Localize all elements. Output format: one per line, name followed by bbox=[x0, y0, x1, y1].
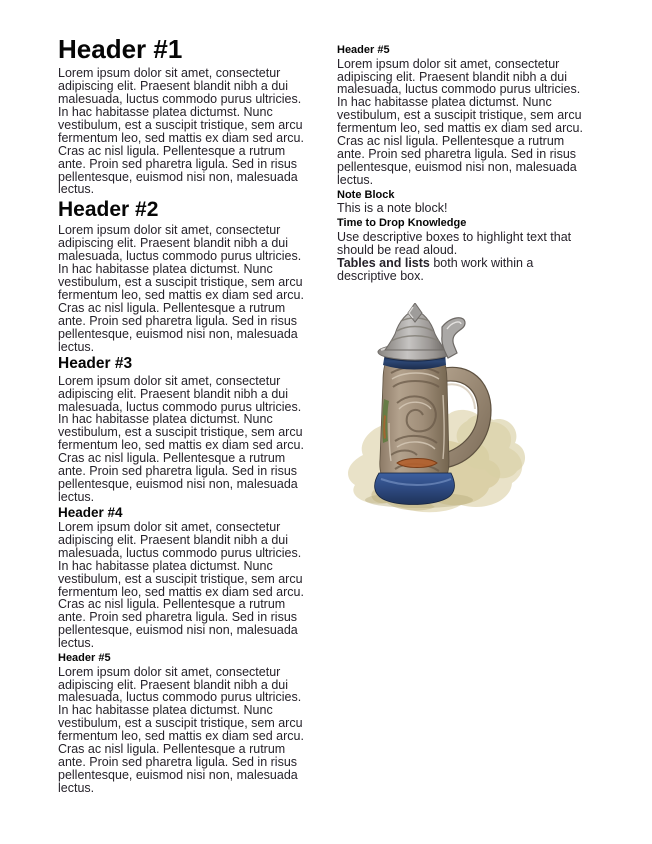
section-heading-h4: Header #4 bbox=[58, 504, 123, 520]
left-column bbox=[58, 36, 310, 795]
accent-orange-bottom bbox=[397, 458, 437, 467]
section-header-5-right bbox=[337, 44, 593, 187]
section-heading-h1: Header #1 bbox=[58, 34, 183, 64]
section-heading-h2: Header #2 bbox=[58, 198, 159, 222]
section-paragraph: Lorem ipsum dolor sit amet, consectetur adipiscing elit. Praesent blandit nibh a dui malesuada, luctus commodo purus ultricies. In hac habitasse platea dictumst. Nunc vestibulum, est a suscipit tristique, sem arcu fermentum leo, sed mattis ex diam sed arcu. Cras ac nisl ligula. Pellentesque a rutrum ante. Proin sed pharetra ligula. Sed in risus pellentesque, euismod nisi non, malesuada lectus. bbox=[58, 664, 304, 795]
tables-and-lists-rest: both work within a descriptive box. bbox=[337, 255, 534, 283]
section-header-5-left bbox=[58, 652, 310, 795]
section-paragraph: Lorem ipsum dolor sit amet, consectetur adipiscing elit. Praesent blandit nibh a dui malesuada, luctus commodo purus ultricies. In hac habitasse platea dictumst. Nunc vestibulum, est a suscipit tristique, sem arcu fermentum leo, sed mattis ex diam sed arcu. Cras ac nisl ligula. Pellentesque a rutrum ante. Proin sed pharetra ligula. Sed in risus pellentesque, euismod nisi non, malesuada lectus. bbox=[58, 519, 304, 651]
stein-base bbox=[375, 473, 455, 505]
right-column bbox=[337, 42, 593, 515]
section-heading-h5: Header #5 bbox=[337, 44, 390, 56]
knowledge-block-text: Use descriptive boxes to highlight text that should be read aloud. bbox=[337, 229, 572, 257]
knowledge-block bbox=[337, 217, 593, 256]
note-block bbox=[337, 189, 593, 216]
knowledge-block-title: Time to Drop Knowledge bbox=[337, 217, 467, 230]
section-paragraph: Lorem ipsum dolor sit amet, consectetur adipiscing elit. Praesent blandit nibh a dui malesuada, luctus commodo purus ultricies. In hac habitasse platea dictumst. Nunc vestibulum, est a suscipit tristique, sem arcu fermentum leo, sed mattis ex diam sed arcu. Cras ac nisl ligula. Pellentesque a rutrum ante. Proin sed pharetra ligula. Sed in risus pellentesque, euismod nisi non, malesuada lectus. bbox=[337, 56, 583, 187]
section-header-3 bbox=[58, 356, 310, 503]
section-heading-h5: Header #5 bbox=[58, 652, 111, 665]
beer-stein-svg bbox=[339, 303, 531, 515]
section-header-1 bbox=[58, 36, 310, 196]
tables-and-lists-bold: Tables and lists bbox=[337, 255, 430, 270]
beer-stein-illustration bbox=[339, 303, 531, 515]
tables-and-lists-line bbox=[337, 257, 593, 283]
section-paragraph: Lorem ipsum dolor sit amet, consectetur adipiscing elit. Praesent blandit nibh a dui malesuada, luctus commodo purus ultricies. In hac habitasse platea dictumst. Nunc vestibulum, est a suscipit tristique, sem arcu fermentum leo, sed mattis ex diam sed arcu. Cras ac nisl ligula. Pellentesque a rutrum ante. Proin sed pharetra ligula. Sed in risus pellentesque, euismod nisi non, malesuada lectus. bbox=[58, 223, 304, 354]
section-paragraph: Lorem ipsum dolor sit amet, consectetur adipiscing elit. Praesent blandit nibh a dui malesuada, luctus commodo purus ultricies. In hac habitasse platea dictumst. Nunc vestibulum, est a suscipit tristique, sem arcu fermentum leo, sed mattis ex diam sed arcu. Cras ac nisl ligula. Pellentesque a rutrum ante. Proin sed pharetra ligula. Sed in risus pellentesque, euismod nisi non, malesuada lectus. bbox=[58, 66, 304, 197]
note-block-text: This is a note block! bbox=[337, 201, 448, 216]
section-header-4 bbox=[58, 506, 310, 650]
section-paragraph: Lorem ipsum dolor sit amet, consectetur adipiscing elit. Praesent blandit nibh a dui malesuada, luctus commodo purus ultricies. In hac habitasse platea dictumst. Nunc vestibulum, est a suscipit tristique, sem arcu fermentum leo, sed mattis ex diam sed arcu. Cras ac nisl ligula. Pellentesque a rutrum ante. Proin sed pharetra ligula. Sed in risus pellentesque, euismod nisi non, malesuada lectus. bbox=[58, 373, 304, 504]
note-block-title: Note Block bbox=[337, 188, 395, 201]
section-header-2 bbox=[58, 199, 310, 353]
section-heading-h3: Header #3 bbox=[58, 355, 133, 373]
